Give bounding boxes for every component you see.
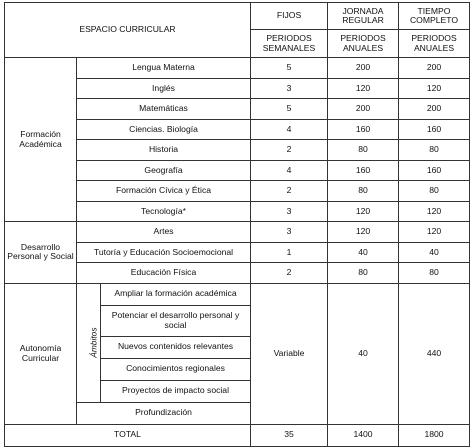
subject-name: Tecnología*	[77, 201, 251, 222]
ambitos-cell	[77, 283, 101, 402]
profundizacion-item: Profundización	[77, 402, 251, 424]
tiempo-value: 80	[399, 263, 470, 284]
tiempo-value: 160	[399, 119, 470, 140]
header-row	[5, 3, 470, 30]
fijos-value: 2	[251, 181, 328, 202]
subject-name: Historia	[77, 140, 251, 161]
fijos-value: 4	[251, 160, 328, 181]
jornada-value: 160	[328, 119, 399, 140]
tiempo-value: 120	[399, 78, 470, 99]
header-espacio: ESPACIO CURRICULAR	[5, 3, 251, 58]
ambito-item: Nuevos contenidos relevantes	[101, 336, 251, 358]
tiempo-value: 440	[399, 283, 470, 424]
tiempo-value: 80	[399, 140, 470, 161]
jornada-value: 80	[328, 181, 399, 202]
tiempo-value: 200	[399, 58, 470, 79]
group-desarrollo-label: Desarrollo Personal y Social	[5, 222, 77, 284]
fijos-value: 4	[251, 119, 328, 140]
table-row	[5, 283, 470, 305]
tiempo-value: 120	[399, 201, 470, 222]
total-tiempo: 1800	[399, 424, 470, 446]
subheader-jornada: PERIODOS ANUALES	[328, 30, 399, 58]
ambito-item: Conocimientos regionales	[101, 358, 251, 380]
table-row	[5, 222, 470, 243]
total-fijos: 35	[251, 424, 328, 446]
fijos-value: 3	[251, 201, 328, 222]
fijos-value: 5	[251, 99, 328, 120]
header-fijos: FIJOS	[251, 3, 328, 30]
subject-name: Geografía	[77, 160, 251, 181]
ambito-item: Ampliar la formación académica	[101, 283, 251, 305]
total-label: TOTAL	[5, 424, 251, 446]
jornada-value: 200	[328, 99, 399, 120]
subject-name: Tutoría y Educación Socioemocional	[77, 242, 251, 263]
fijos-value: 3	[251, 78, 328, 99]
subject-name: Lengua Materna	[77, 58, 251, 79]
header-jornada: JORNADA REGULAR	[328, 3, 399, 30]
fijos-value: 3	[251, 222, 328, 243]
jornada-value: 80	[328, 263, 399, 284]
fijos-value: Variable	[251, 283, 328, 424]
total-jornada: 1400	[328, 424, 399, 446]
tiempo-value: 120	[399, 222, 470, 243]
subject-name: Formación Cívica y Ética	[77, 181, 251, 202]
ambitos-label: Ámbitos	[88, 327, 99, 358]
ambito-item: Potenciar el desarrollo personal y social	[101, 305, 251, 336]
tiempo-value: 40	[399, 242, 470, 263]
jornada-value: 120	[328, 222, 399, 243]
tiempo-value: 200	[399, 99, 470, 120]
jornada-value: 200	[328, 58, 399, 79]
total-row	[5, 424, 470, 446]
jornada-value: 80	[328, 140, 399, 161]
subject-name: Educación Física	[77, 263, 251, 284]
tiempo-value: 160	[399, 160, 470, 181]
subject-name: Artes	[77, 222, 251, 243]
fijos-value: 5	[251, 58, 328, 79]
tiempo-value: 80	[399, 181, 470, 202]
jornada-value: 40	[328, 242, 399, 263]
jornada-value: 120	[328, 78, 399, 99]
jornada-value: 40	[328, 283, 399, 424]
ambito-item: Proyectos de impacto social	[101, 380, 251, 402]
subject-name: Inglés	[77, 78, 251, 99]
group-formacion-label: Formación Académica	[5, 58, 77, 222]
subheader-tiempo: PERIODOS ANUALES	[399, 30, 470, 58]
fijos-value: 1	[251, 242, 328, 263]
fijos-value: 2	[251, 263, 328, 284]
group-autonomia-label: Autonomía Curricular	[5, 283, 77, 424]
subheader-fijos: PERIODOS SEMANALES	[251, 30, 328, 58]
curriculum-table	[4, 2, 470, 447]
header-tiempo: TIEMPO COMPLETO	[399, 3, 470, 30]
fijos-value: 2	[251, 140, 328, 161]
jornada-value: 120	[328, 201, 399, 222]
subject-name: Ciencias. Biología	[77, 119, 251, 140]
table-row	[5, 58, 470, 79]
jornada-value: 160	[328, 160, 399, 181]
subject-name: Matemáticas	[77, 99, 251, 120]
